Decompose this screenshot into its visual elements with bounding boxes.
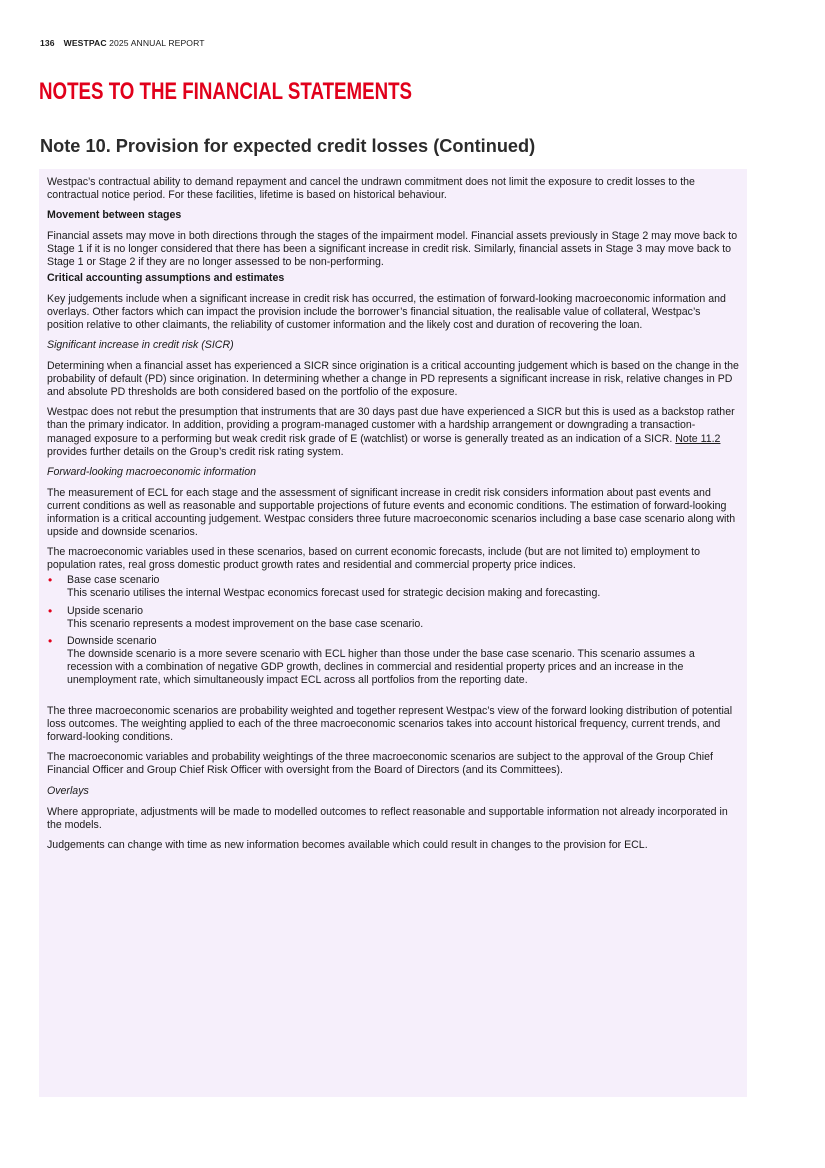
critical-heading: Critical accounting assumptions and estimates xyxy=(47,271,285,284)
running-header xyxy=(40,38,205,48)
section-title: NOTES TO THE FINANCIAL STATEMENTS xyxy=(39,78,413,105)
forward-looking-heading: Forward-looking macroeconomic information xyxy=(47,465,257,478)
scenario-list xyxy=(47,574,739,687)
scenario-description: This scenario represents a modest improvement on the base case scenario. xyxy=(67,617,424,630)
scenario-description: The downside scenario is a more severe scenario with ECL higher than those under the base case scenario. This scenario assumes a recession with a combination of negative GDP growth, declines in commercial and residential property prices and an increase in the unemployment rate, which simultaneously impact ECL across all portfolios from the reporting date. xyxy=(67,647,695,686)
report-name: 2025 ANNUAL REPORT xyxy=(109,38,205,48)
sicr-paragraph-2 xyxy=(47,406,739,458)
forward-looking-paragraph-1: The measurement of ECL for each stage and the assessment of significant increase in credit risk considers information about past events and current conditions as well as reasonable and supportable projections of future events and economic conditions. The estimation of forward-looking information is a critical accounting judgement. Westpac considers three future macroeconomic scenarios including a base case scenario along with upside and downside scenarios. xyxy=(47,486,736,539)
scenario-title: Downside scenario xyxy=(67,634,157,647)
critical-paragraph: Key judgements include when a significant increase in credit risk has occurred, the estimation of forward-looking macroeconomic information and overlays. Other factors which can impact the provision include the borrower’s financial situation, the realisable value of collateral, Westpac’s position relative to other claimants, the reliability of customer information and the likely cost and duration of recovering the loan. xyxy=(47,292,726,331)
sicr-heading: Significant increase in credit risk (SICR) xyxy=(47,338,234,351)
intro-paragraph: Westpac’s contractual ability to demand repayment and cancel the undrawn commitment does not limit the exposure to credit losses to the contractual notice period. For these facilities, lifetime is based on historical behaviour. xyxy=(47,176,695,202)
bullet-icon: • xyxy=(48,603,53,618)
scenario-item-downside xyxy=(47,635,739,687)
forward-looking-paragraph-2: The macroeconomic variables used in these scenarios, based on current economic forecasts, include (but are not limited to) employment to population rates, real gross domestic product growth rates and residential and commercial property price indices. xyxy=(47,546,701,572)
overlays-heading: Overlays xyxy=(47,784,89,797)
movement-heading: Movement between stages xyxy=(47,209,182,222)
page-number: 136 xyxy=(40,38,55,48)
note-content-panel xyxy=(39,169,747,1097)
scenario-title: Upside scenario xyxy=(67,604,143,617)
overlays-paragraph-2: Judgements can change with time as new information becomes available which could result in changes to the provision for ECL. xyxy=(47,838,648,851)
brand-name: WESTPAC xyxy=(63,38,107,48)
scenario-item-base xyxy=(47,574,739,600)
bullet-icon: • xyxy=(48,633,53,648)
bullet-icon: • xyxy=(48,573,53,588)
note-11-2-link[interactable]: Note 11.2 xyxy=(675,432,721,445)
scenario-title: Base case scenario xyxy=(67,574,160,587)
overlays-paragraph-1: Where appropriate, adjustments will be made to modelled outcomes to reflect reasonable and supportable information not already incorporated in the models. xyxy=(47,805,728,831)
movement-paragraph: Financial assets may move in both directions through the stages of the impairment model. Financial assets previously in Stage 2 may move back to Stage 1 if it is no longer considered that there has been a significant increase in credit risk. Similarly, financial assets in Stage 3 may move back to Stage 1 or Stage 2 if they are no longer assessed to be non-performing. xyxy=(47,230,738,269)
forward-looking-paragraph-4: The macroeconomic variables and probability weightings of the three macroeconomic scenarios are subject to the approval of the Group Chief Financial Officer and Group Chief Risk Officer with oversight from the Board of Directors (and its Committees). xyxy=(47,751,713,777)
scenario-item-upside xyxy=(47,605,739,631)
note-title: Note 10. Provision for expected credit losses (Continued) xyxy=(40,136,536,156)
scenario-description: This scenario utilises the internal Westpac economics forecast used for strategic decision making and forecasting. xyxy=(67,587,601,600)
sicr-text-after: provides further details on the Group’s credit risk rating system. xyxy=(47,445,344,458)
sicr-paragraph-1: Determining when a financial asset has experienced a SICR since origination is a critical accounting judgement which is based on the change in the probability of default (PD) since origination. In determining whether a change in PD represents a significant increase in risk, relative changes in PD and absolute PD thresholds are both considered based on the portfolio of the exposure. xyxy=(47,360,739,399)
sicr-text-before: Westpac does not rebut the presumption that instruments that are 30 days past due have experienced a SICR but this is used as a backstop rather than the primary indicator. In addition, providing a program-managed customer with a hardship arrangement or downgrading a transaction-managed exposure to a performing but weak credit risk grade of E (watchlist) or worse is generally treated as an indication of a SICR. xyxy=(47,406,735,445)
forward-looking-paragraph-3: The three macroeconomic scenarios are probability weighted and together represent Westpac’s view of the forward looking distribution of potential loss outcomes. The weighting applied to each of the three macroeconomic scenarios takes into account historical frequency, current trends, and forward-looking conditions. xyxy=(47,705,733,744)
